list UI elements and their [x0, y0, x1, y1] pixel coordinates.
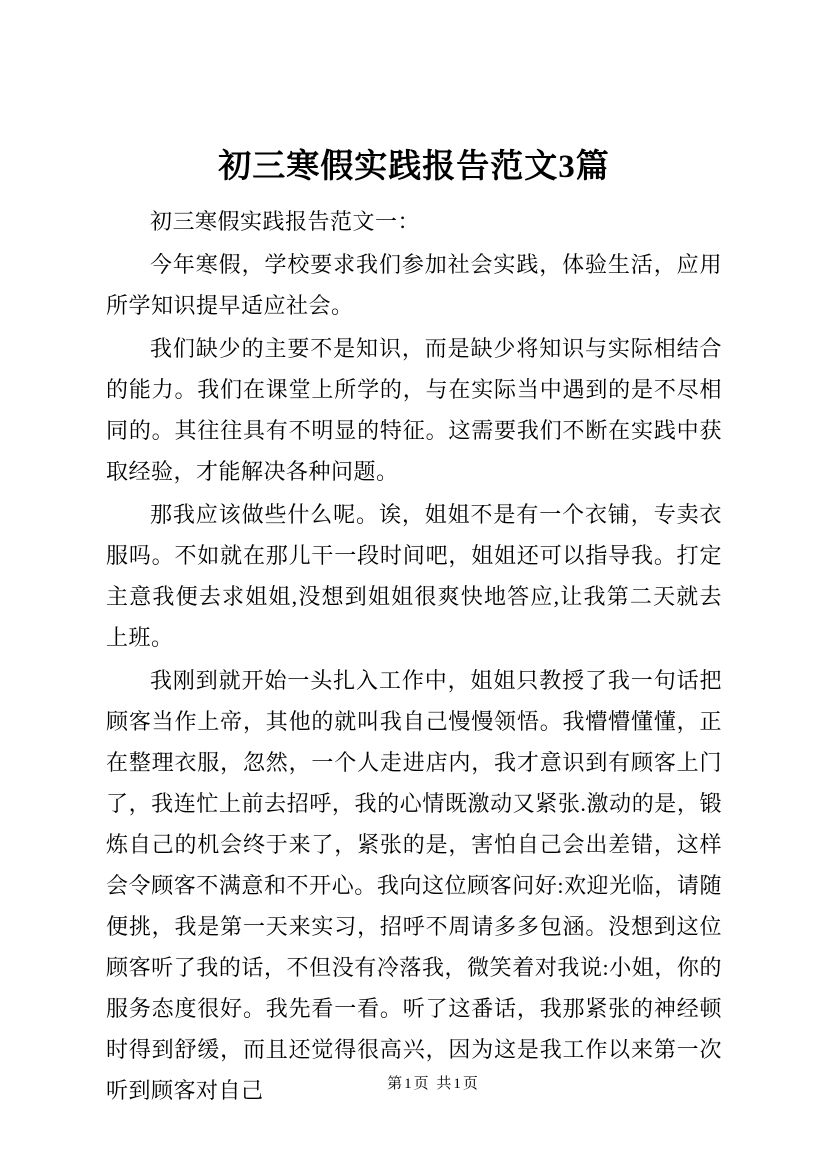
paragraph: 今年寒假，学校要求我们参加社会实践，体验生活，应用所学知识提早适应社会。	[106, 252, 722, 318]
document-title: 初三寒假实践报告范文3篇	[218, 149, 610, 185]
page-footer	[0, 1074, 827, 1094]
paragraph-section-heading: 初三寒假实践报告范文一：	[150, 209, 421, 234]
document-body	[106, 201, 722, 1111]
page-number-label: 第1页 共1页	[387, 1076, 480, 1092]
paragraph: 我们缺少的主要不是知识，而是缺少将知识与实际相结合的能力。我们在课堂上所学的，与在实际当中遇到的是不尽相同的。其往往具有不明显的特征。这需要我们不断在实践中获取经验，才能解决各种问题。	[106, 336, 722, 484]
document-content	[106, 146, 722, 1113]
paragraph: 我刚到就开始一头扎入工作中，姐姐只教授了我一句话把顾客当作上帝，其他的就叫我自己慢慢领悟。我懵懵懂懂，正在整理衣服，忽然，一个人走进店内，我才意识到有顾客上门了，我连忙上前去招呼，我的心情既激动又紧张.激动的是，锻炼自己的机会终于来了，紧张的是，害怕自己会出差错，这样会令顾客不满意和不开心。我向这位顾客问好:欢迎光临，请随便挑，我是第一天来实习，招呼不周请多多包涵。没想到这位顾客听了我的话，不但没有冷落我，微笑着对我说:小姐，你的服务态度很好。我先看一看。听了这番话，我那紧张的神经顿时得到舒缓，而且还觉得很高兴，因为这是我工作以来第一次听到顾客对自己	[106, 668, 722, 1103]
paragraph: 那我应该做些什么呢。诶，姐姐不是有一个衣铺，专卖衣服吗。不如就在那儿干一段时间吧，姐姐还可以指导我。打定主意我便去求姐姐,没想到姐姐很爽快地答应,让我第二天就去上班。	[106, 502, 722, 650]
